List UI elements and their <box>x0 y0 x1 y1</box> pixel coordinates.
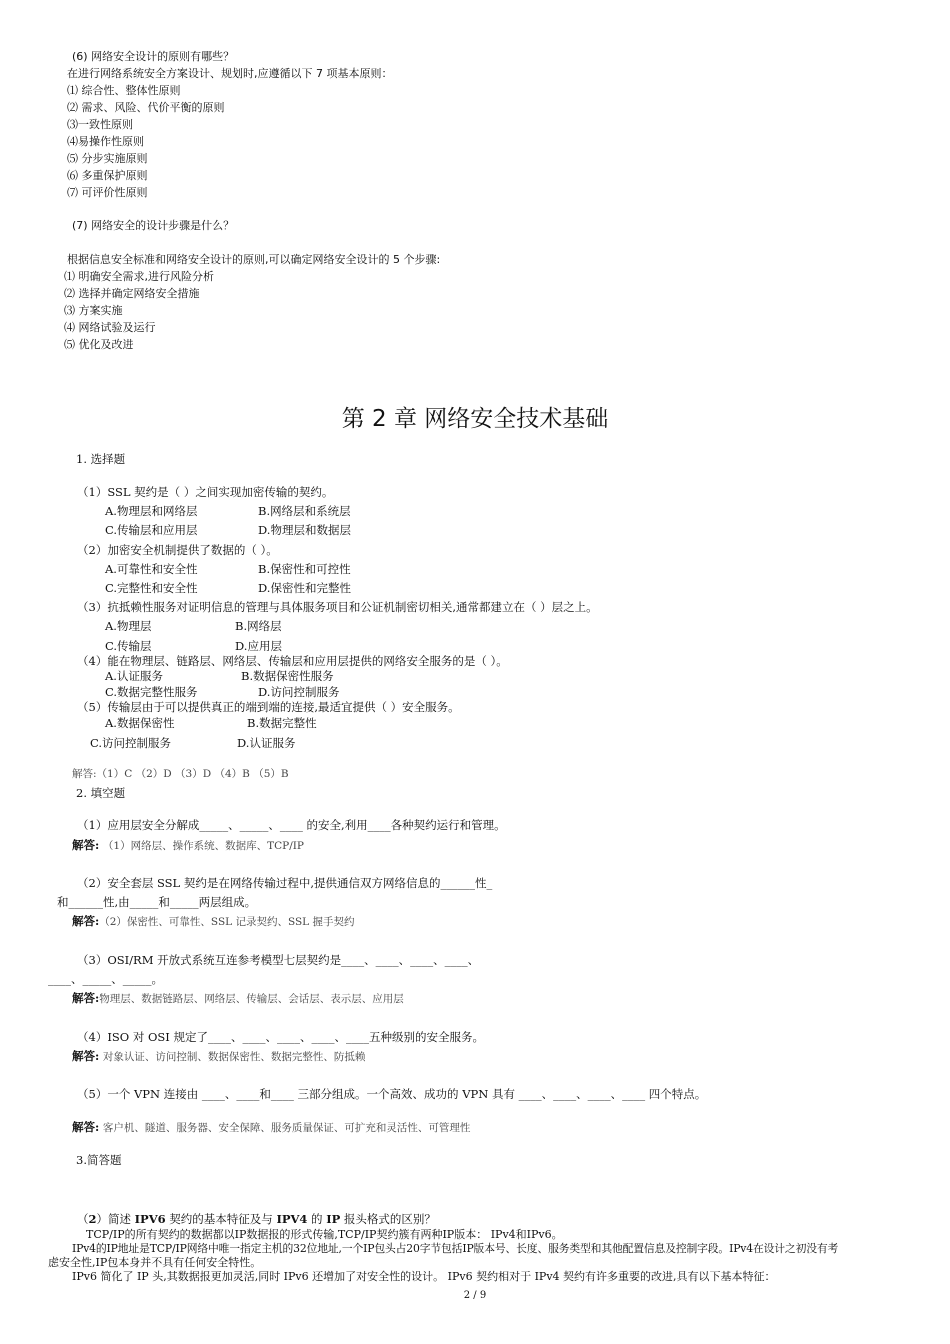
question-7: (7) 网络安全的设计步骤是什么？ <box>72 219 235 232</box>
fill-a1 <box>72 838 304 853</box>
choice-q2-option-b: B.保密性和可控性 <box>258 562 351 576</box>
choice-answer: 解答:（1）C （2）D （3）D （4）B （5）B <box>72 768 289 780</box>
q7-item-2: ⑵ 选择并确定网络安全措施 <box>64 287 200 300</box>
choice-q3-option-b: B.网络层 <box>235 619 282 633</box>
short-p3: IPv6 简化了 IP 头,其数据报更加灵活,同时 IPv6 还增加了对安全性的设计。 IPv6 契约相对于 IPv4 契约有许多重要的改进,具有以下基本特征： <box>72 1270 776 1283</box>
fill-a3-text: 物理层、数据链路层、网络层、传输层、会话层、表示层、应用层 <box>99 993 404 1005</box>
fill-q2-line1: （2）安全套层 SSL 契约是在网络传输过程中,提供通信双方网络信息的______性_ <box>77 876 493 890</box>
q6-item-5: ⑸ 分步实施原则 <box>67 152 148 165</box>
fill-a4-text: 对象认证、访问控制、数据保密性、数据完整性、防抵赖 <box>102 1051 366 1063</box>
short-p2-line1: IPv4的IP地址是TCP/IP网络中唯一指定主机的32位地址,一个IP包头占20字节包括IP版本号、长度、服务类型和其他配置信息及控制字段。IPv4在设计之初没有考 <box>72 1242 839 1255</box>
fill-a4 <box>72 1049 365 1064</box>
choice-q1: （1）SSL 契约是（ ）之间实现加密传输的契约。 <box>77 485 334 499</box>
fill-heading: 2. 填空题 <box>76 786 126 800</box>
choice-q1-option-d: D.物理层和数据层 <box>258 523 351 537</box>
short-q2-pre: （ <box>77 1212 89 1226</box>
short-q2-ipv6: IPV6 <box>134 1212 166 1226</box>
q6-item-4: ⑷易操作性原则 <box>67 135 144 148</box>
fill-q3-line1: （3）OSI/RM 开放式系统互连参考模型七层契约是____、____、____、____、 <box>77 953 480 967</box>
short-q2-mid1: ）简述 <box>96 1212 135 1226</box>
fill-a5-text: 客户机、隧道、服务器、安全保障、服务质量保证、可扩充和灵活性、可管理性 <box>102 1122 471 1134</box>
q7-intro: 根据信息安全标准和网络安全设计的原则,可以确定网络安全设计的 5 个步骤: <box>67 253 441 266</box>
short-q2-number: 2 <box>88 1212 97 1226</box>
fill-a2-label: 解答: <box>72 914 100 928</box>
choice-q1-option-b: B.网络层和系统层 <box>258 504 351 518</box>
fill-a1-label: 解答: <box>72 838 100 852</box>
choice-q3-option-c: C.传输层 <box>105 639 152 653</box>
fill-q3-line2: ____、_____、_____。 <box>48 972 163 986</box>
short-heading: 3.简答题 <box>76 1153 122 1167</box>
q6-item-3: ⑶一致性原则 <box>67 118 133 131</box>
q6-item-1: ⑴ 综合性、整体性原则 <box>67 84 181 97</box>
fill-q1: （1）应用层安全分解成_____、_____、____ 的安全,利用____各种契约运行和管理。 <box>77 818 506 832</box>
fill-q2-line2: 和______性,由_____和_____两层组成。 <box>57 895 257 909</box>
q7-item-4: ⑷ 网络试验及运行 <box>64 321 156 334</box>
fill-a2 <box>72 914 354 929</box>
choice-q4-option-a: A.认证服务 <box>105 669 163 683</box>
fill-a4-label: 解答: <box>72 1049 100 1063</box>
fill-a1-text: （1）网络层、操作系统、数据库、TCP/IP <box>102 840 304 852</box>
short-q2-mid2: 契约的基本特征及与 <box>165 1212 277 1226</box>
q7-item-1: ⑴ 明确安全需求,进行风险分析 <box>64 270 214 283</box>
q6-item-6: ⑹ 多重保护原则 <box>67 169 148 182</box>
short-q2-ipv4: IPV4 <box>276 1212 308 1226</box>
choice-q5-option-a: A.数据保密性 <box>105 716 175 730</box>
choice-heading: 1. 选择题 <box>76 452 126 466</box>
page-number: 2 / 9 <box>463 1290 487 1301</box>
choice-q4-option-b: B.数据保密性服务 <box>241 669 334 683</box>
choice-q2-option-a: A.可靠性和安全性 <box>105 562 198 576</box>
short-q2-end: 报头格式的区别？ <box>340 1212 436 1226</box>
fill-q4: （4）ISO 对 OSI 规定了____、____、____、____、____五种级别的安全服务。 <box>77 1030 484 1044</box>
choice-q4-option-d: D.访问控制服务 <box>258 685 340 699</box>
fill-a3-label: 解答: <box>72 991 100 1005</box>
choice-q5: （5）传输层由于可以提供真正的端到端的连接,最适宜提供（ ）安全服务。 <box>77 700 460 714</box>
question-6: (6) 网络安全设计的原则有哪些？ <box>72 50 235 63</box>
q6-item-7: ⑺ 可评价性原则 <box>67 186 148 199</box>
q7-item-5: ⑸ 优化及改进 <box>64 338 134 351</box>
fill-a5-label: 解答: <box>72 1120 100 1134</box>
fill-a5 <box>72 1120 470 1135</box>
choice-q4: （4）能在物理层、链路层、网络层、传输层和应用层提供的网络安全服务的是（ ）。 <box>77 654 508 668</box>
short-q2 <box>77 1212 436 1226</box>
choice-q5-option-d: D.认证服务 <box>237 736 296 750</box>
choice-q3-option-d: D.应用层 <box>235 639 282 653</box>
q6-item-2: ⑵ 需求、风险、代价平衡的原则 <box>67 101 225 114</box>
short-p1: TCP/IP的所有契约的数据都以IP数据报的形式传输,TCP/IP契约簇有两种IP版本： IPv4和IPv6。 <box>86 1228 563 1241</box>
q6-intro: 在进行网络系统安全方案设计、规划时,应遵循以下 7 项基本原则： <box>67 67 393 80</box>
choice-q5-option-c: C.访问控制服务 <box>90 736 172 750</box>
fill-q5: （5）一个 VPN 连接由 ____、____和____ 三部分组成。一个高效、成功的 VPN 具有 ____、____、____、____ 四个特点。 <box>77 1087 707 1101</box>
choice-q5-option-b: B.数据完整性 <box>247 716 317 730</box>
choice-q2-option-c: C.完整性和安全性 <box>105 581 198 595</box>
short-q2-mid3: 的 <box>307 1212 327 1226</box>
short-p2-line2: 虑安全性,IP包本身并不具有任何安全特性。 <box>48 1256 262 1269</box>
fill-a2-text: （2）保密性、可靠性、SSL 记录契约、SSL 握手契约 <box>99 916 355 928</box>
chapter-title: 第 2 章 网络安全技术基础 <box>341 406 609 432</box>
fill-a3 <box>72 991 404 1006</box>
choice-q1-option-a: A.物理层和网络层 <box>105 504 198 518</box>
choice-q4-option-c: C.数据完整性服务 <box>105 685 198 699</box>
choice-q2-option-d: D.保密性和完整性 <box>258 581 351 595</box>
choice-q1-option-c: C.传输层和应用层 <box>105 523 198 537</box>
short-q2-ip: IP <box>326 1212 341 1226</box>
q7-item-3: ⑶ 方案实施 <box>64 304 123 317</box>
choice-q3-option-a: A.物理层 <box>105 619 152 633</box>
choice-q2: （2）加密安全机制提供了数据的（ ）。 <box>77 543 278 557</box>
choice-q3: （3）抗抵赖性服务对证明信息的管理与具体服务项目和公证机制密切相关,通常都建立在（ ）层之上。 <box>77 600 598 614</box>
